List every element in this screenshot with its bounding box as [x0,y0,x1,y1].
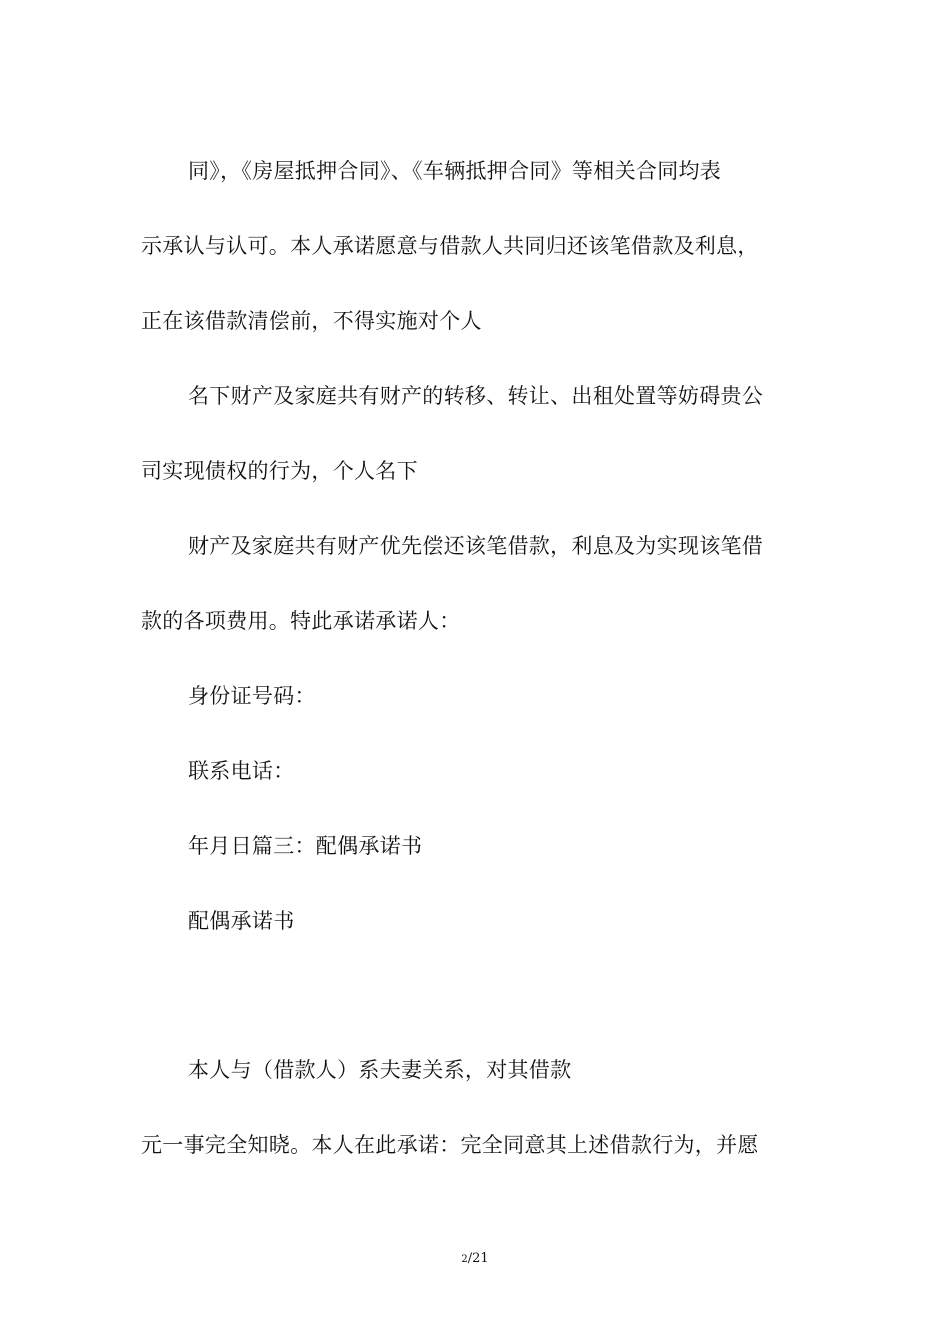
page-number [0,1250,950,1269]
section-title: 配偶承诺书 [188,909,295,933]
text-line: 款的各项费用。特此承诺承诺人： [141,609,461,633]
text-line: 本人与（借款人）系夫妻关系，对其借款 [188,1058,572,1082]
current-page-number: 2 [461,1254,468,1265]
text-line: 名下财产及家庭共有财产的转移、转让、出租处置等妨碍贵公 [188,384,764,408]
phone-label: 联系电话： [188,759,295,783]
text-line: 元一事完全知晓。本人在此承诺：完全同意其上述借款行为，并愿 [141,1133,759,1157]
text-line: 同》，《房屋抵押合同》、《车辆抵押合同》等相关合同均表 [188,159,722,183]
text-line: 正在该借款清偿前，不得实施对个人 [141,309,482,333]
id-number-label: 身份证号码： [188,684,316,708]
total-pages: /21 [467,1251,489,1266]
section-heading-line: 年月日篇三：配偶承诺书 [188,834,423,858]
text-line: 财产及家庭共有财产优先偿还该笔借款，利息及为实现该笔借 [188,534,764,558]
text-line: 司实现债权的行为，个人名下 [141,459,418,483]
text-line: 示承认与认可。本人承诺愿意与借款人共同归还该笔借款及利息， [141,234,759,258]
